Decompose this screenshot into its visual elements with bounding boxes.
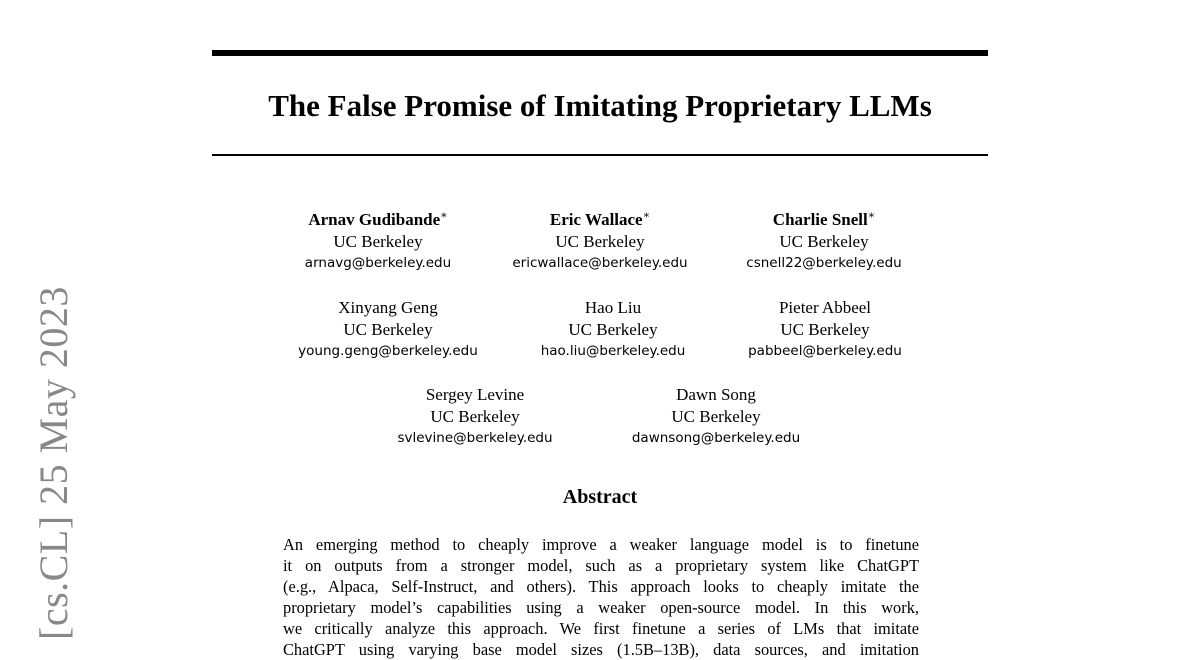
abstract-line: we critically analyze this approach. We first finetune a series of LMs that imitate bbox=[283, 619, 919, 638]
author-email: young.geng@berkeley.edu bbox=[298, 343, 478, 359]
abstract-line: (e.g., Alpaca, Self-Instruct, and others). This approach looks to cheaply imitate the bbox=[283, 577, 919, 596]
abstract-line: it on outputs from a stronger model, such as a proprietary system like ChatGPT bbox=[283, 556, 919, 575]
author-block bbox=[355, 384, 595, 448]
author-email: dawnsong@berkeley.edu bbox=[631, 430, 801, 446]
title-top-rule bbox=[212, 50, 988, 56]
equal-contribution-mark: ∗ bbox=[867, 209, 876, 222]
abstract-line: proprietary model’s capabilities using a weaker open-source model. In this work, bbox=[283, 598, 919, 617]
author-affiliation: UC Berkeley bbox=[780, 320, 870, 339]
author-affiliation: UC Berkeley bbox=[333, 232, 423, 251]
author-affiliation: UC Berkeley bbox=[343, 320, 433, 339]
author-name: Hao Liu bbox=[584, 298, 642, 317]
author-block bbox=[268, 297, 508, 361]
author-name: Eric Wallace bbox=[549, 210, 643, 229]
author-email: csnell22@berkeley.edu bbox=[746, 255, 902, 271]
author-name: Pieter Abbeel bbox=[778, 298, 872, 317]
author-name: Dawn Song bbox=[676, 385, 756, 404]
author-name: Arnav Gudibande bbox=[308, 210, 441, 229]
author-block bbox=[493, 297, 733, 361]
paper-title: The False Promise of Imitating Proprietary LLMs bbox=[268, 88, 932, 123]
author-block bbox=[258, 209, 498, 273]
author-affiliation: UC Berkeley bbox=[568, 320, 658, 339]
author-block bbox=[596, 384, 836, 448]
author-email: svlevine@berkeley.edu bbox=[397, 430, 553, 446]
author-affiliation: UC Berkeley bbox=[779, 232, 869, 251]
abstract-line: ChatGPT using varying base model sizes (1.5B–13B), data sources, and imitation bbox=[283, 640, 919, 659]
abstract-heading: Abstract bbox=[562, 486, 638, 508]
arxiv-side-stamp: [cs.CL] 25 May 2023 bbox=[31, 286, 76, 640]
equal-contribution-mark: ∗ bbox=[440, 209, 448, 222]
author-email: ericwallace@berkeley.edu bbox=[512, 255, 688, 271]
author-email: arnavg@berkeley.edu bbox=[304, 255, 452, 271]
abstract-line: An emerging method to cheaply improve a weaker language model is to finetune bbox=[283, 535, 919, 554]
abstract-body bbox=[283, 534, 919, 660]
author-affiliation: UC Berkeley bbox=[555, 232, 645, 251]
title-bottom-rule bbox=[212, 154, 988, 156]
author-affiliation: UC Berkeley bbox=[671, 407, 761, 426]
author-email: pabbeel@berkeley.edu bbox=[748, 343, 902, 359]
equal-contribution-mark: ∗ bbox=[642, 209, 651, 222]
author-block bbox=[480, 209, 720, 273]
author-affiliation: UC Berkeley bbox=[430, 407, 520, 426]
author-block bbox=[705, 297, 945, 361]
author-block bbox=[704, 209, 944, 273]
author-name: Charlie Snell bbox=[772, 210, 868, 229]
author-name: Xinyang Geng bbox=[338, 298, 438, 317]
author-name: Sergey Levine bbox=[425, 385, 525, 404]
author-email: hao.liu@berkeley.edu bbox=[540, 343, 686, 359]
